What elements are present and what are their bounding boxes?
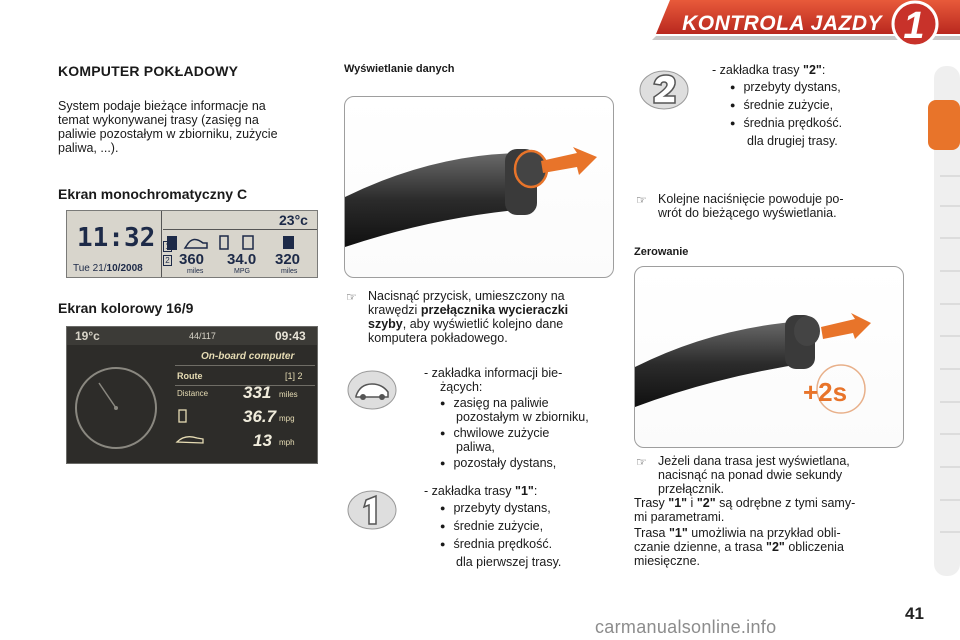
reset-stalk-illustration bbox=[635, 267, 904, 448]
intro-line-1: System podaje bieżące informacje na bbox=[58, 99, 266, 113]
color-temperature: 19°c bbox=[75, 329, 100, 343]
fuel-pump-icon bbox=[177, 409, 191, 423]
monochrome-screen bbox=[66, 210, 318, 278]
instruction-line-2: krawędzi przełącznika wycieraczki bbox=[368, 303, 569, 317]
color-screen-title: On-board computer bbox=[201, 351, 295, 362]
next-press-line-1: Kolejne naciśnięcie powoduje po- bbox=[658, 192, 844, 206]
color-unit-consumption: mpg bbox=[279, 414, 295, 423]
tab-info-item-range-2: pozostałym w zbiorniku, bbox=[456, 410, 589, 424]
tab2-item-consumption: ● średnie zużycie, bbox=[730, 98, 833, 113]
mono-date: Tue 21/10/2008 bbox=[73, 263, 143, 274]
tab1-item-speed: ● średnia prędkość. bbox=[440, 537, 552, 552]
intro-line-4: paliwa, ...). bbox=[58, 141, 119, 155]
mono-unit-3: miles bbox=[281, 268, 298, 275]
instruction-line-3: szyby, aby wyświetlić kolejno dane bbox=[368, 317, 564, 331]
trip-2-icon bbox=[638, 68, 690, 112]
page-number: 41 bbox=[905, 604, 924, 623]
intro-line-2: temat wykonywanej trasy (zasięg na bbox=[58, 113, 259, 127]
tab2-line: - zakładka trasy "2": bbox=[712, 63, 826, 77]
color-value-consumption: 36.7 bbox=[243, 407, 277, 426]
reset-heading: Zerowanie bbox=[634, 246, 689, 258]
color-clock: 09:43 bbox=[275, 329, 306, 343]
reset-badge: +2s bbox=[803, 377, 848, 407]
compass-icon bbox=[71, 353, 161, 459]
mono-screen-heading: Ekran monochromatyczny C bbox=[58, 186, 248, 202]
color-unit-speed: mph bbox=[279, 438, 295, 447]
tab1-line: - zakładka trasy "1": bbox=[424, 484, 538, 498]
color-row-label-distance: Distance bbox=[177, 389, 209, 398]
tab-info-item-remaining: ● pozostały dystans, bbox=[440, 456, 556, 471]
color-route-label: Route bbox=[177, 371, 203, 381]
tab2-item-speed: ● średnia prędkość. bbox=[730, 116, 842, 131]
tab-info-item-consumption: ● chwilowe zużycie bbox=[440, 426, 549, 441]
chapter-tab-strip[interactable] bbox=[928, 66, 960, 576]
reset-text-line-3: przełącznik. bbox=[658, 482, 724, 496]
color-route-tabs: [1] 2 bbox=[285, 371, 303, 381]
trips-separate-line-2: mi parametrami. bbox=[634, 510, 725, 524]
instruction-line-1: Nacisnąć przycisk, umieszczony na bbox=[368, 289, 565, 303]
trips-use-line-1: Trasa "1" umożliwia na przykład obli- bbox=[634, 526, 841, 540]
mono-clock: 11:32 bbox=[77, 223, 156, 253]
color-screen-heading: Ekran kolorowy 16/9 bbox=[58, 300, 194, 316]
speed-car-icon bbox=[175, 433, 205, 445]
mono-unit-2: MPG bbox=[234, 268, 250, 275]
active-chapter-tab bbox=[928, 100, 960, 150]
reset-arrow-icon bbox=[821, 313, 871, 339]
reset-text-line-1: Jeżeli dana trasa jest wyświetlana, bbox=[658, 454, 850, 468]
watermark: carmanualsonline.info bbox=[595, 617, 777, 637]
tab-info-line-1: - zakładka informacji bie- bbox=[424, 366, 563, 380]
chapter-header bbox=[420, 0, 960, 46]
section-title: KOMPUTER POKŁADOWY bbox=[58, 63, 239, 79]
tab1-item-distance: ● przebyty dystans, bbox=[440, 501, 551, 516]
mono-value-distance: 320 bbox=[275, 251, 301, 268]
press-arrow-icon bbox=[541, 147, 597, 175]
car-outline-icon bbox=[185, 239, 207, 248]
current-info-car-icon bbox=[346, 368, 398, 412]
reset-text-line-2: nacisnąć na ponad dwie sekundy bbox=[658, 468, 843, 482]
tab-info-line-2: żących: bbox=[440, 380, 483, 394]
display-data-heading: Wyświetlanie danych bbox=[344, 63, 455, 75]
reset-stalk-photo bbox=[634, 266, 904, 448]
pointing-hand-icon-2: ☞ bbox=[636, 193, 647, 207]
fuel-icon bbox=[220, 236, 228, 249]
chapter-number: 1 bbox=[903, 5, 925, 47]
color-value-speed: 13 bbox=[253, 431, 272, 450]
mono-temperature: 23°c bbox=[279, 212, 308, 228]
trips-use-line-3: miesięczne. bbox=[634, 554, 700, 568]
flag-icon bbox=[283, 236, 294, 249]
next-press-line-2: wrót do bieżącego wyświetlania. bbox=[658, 206, 837, 220]
mono-tab-1: 1 bbox=[163, 241, 172, 252]
pointing-hand-icon-3: ☞ bbox=[636, 455, 647, 469]
intro-line-3: paliwie pozostałym w zbiorniku, zużycie bbox=[58, 127, 278, 141]
mono-trip-icons bbox=[165, 233, 315, 253]
trips-separate-line-1: Trasy "1" i "2" są odrębne z tymi samy- bbox=[634, 496, 856, 510]
trips-use-line-2: czanie dzienne, a trasa "2" obliczenia bbox=[634, 540, 844, 554]
mono-value-consumption: 34.0 bbox=[227, 251, 257, 268]
pointing-hand-icon: ☞ bbox=[346, 290, 357, 304]
color-track: 44/117 bbox=[189, 331, 216, 341]
color-value-distance: 331 bbox=[243, 383, 272, 402]
tab1-item-consumption: ● średnie zużycie, bbox=[440, 519, 543, 534]
color-unit-distance: miles bbox=[279, 390, 298, 399]
mono-value-range: 360 bbox=[179, 251, 205, 268]
wiper-stalk-photo bbox=[344, 96, 614, 278]
tab1-tail: dla pierwszej trasy. bbox=[456, 555, 562, 569]
tab-info-item-consumption-2: paliwa, bbox=[456, 440, 495, 454]
tab-info-item-range: ● zasięg na paliwie bbox=[440, 396, 549, 411]
color-screen bbox=[66, 326, 318, 464]
tab2-tail: dla drugiej trasy. bbox=[747, 134, 838, 148]
mono-unit-1: miles bbox=[187, 268, 204, 275]
pump-icon bbox=[243, 236, 253, 249]
chapter-title: KONTROLA JAZDY bbox=[682, 12, 882, 35]
mono-tab-2: 2 bbox=[163, 255, 172, 266]
instruction-line-4: komputera pokładowego. bbox=[368, 331, 508, 345]
wiper-stalk-illustration bbox=[345, 97, 614, 278]
trip-1-icon bbox=[346, 488, 398, 532]
tab2-item-distance: ● przebyty dystans, bbox=[730, 80, 841, 95]
